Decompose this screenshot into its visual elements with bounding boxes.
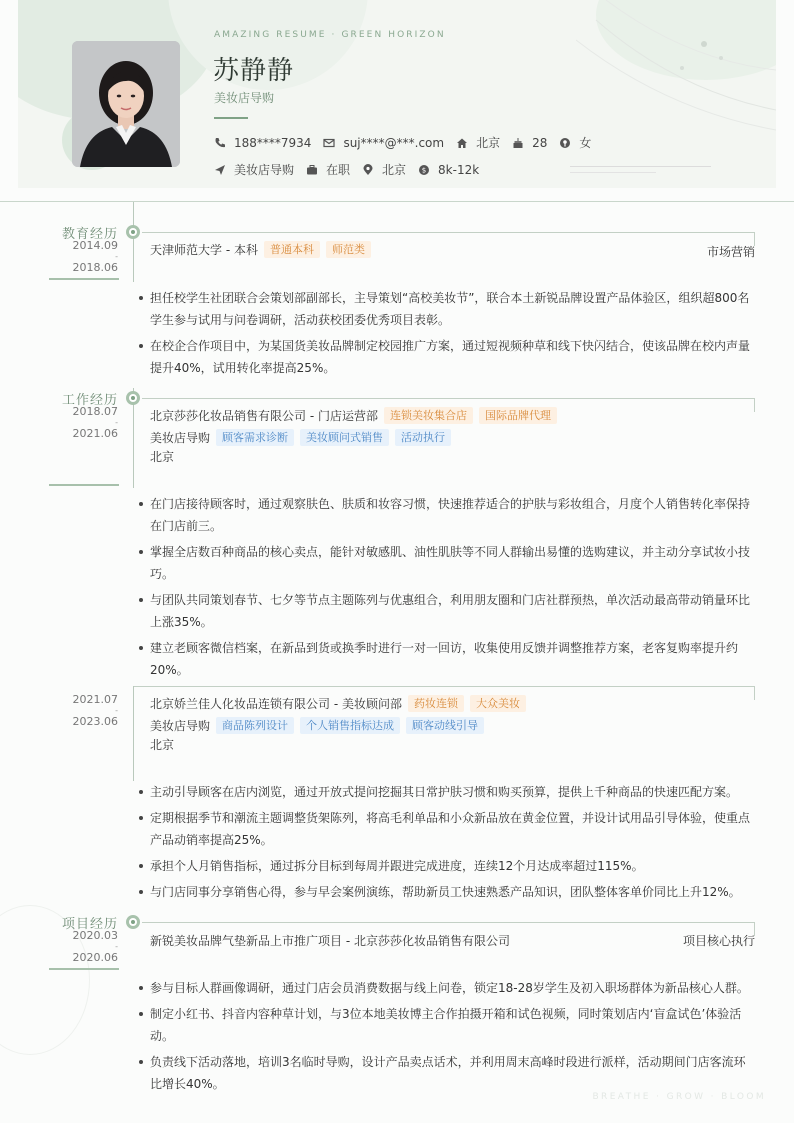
skill-tag: 顾客动线引导 <box>406 717 484 734</box>
skill-tag: 美妆顾问式销售 <box>300 429 389 446</box>
status-text: 在职 <box>326 163 351 177</box>
list-item: 在校企合作项目中，为某国货美妆品牌制定校园推广方案，通过短视频种草和线下快闪结合，使该品牌在校内声量提升40%，试用转化率提高25%。 <box>138 335 755 379</box>
section-underline <box>49 484 119 486</box>
list-item: 建立老顾客微信档案，在新品到货或换季时进行一对一回访，收集使用反馈并调整推荐方案，老客复购率提升约20%。 <box>138 637 755 681</box>
svg-text:$: $ <box>421 166 427 175</box>
contact-row-primary <box>214 134 603 151</box>
timeline-node <box>126 915 140 929</box>
section-underline <box>49 968 119 970</box>
candidate-name: 苏静静 <box>213 56 295 86</box>
skill-tag: 顾客需求诊断 <box>216 429 294 446</box>
age-text: 28 <box>532 135 548 150</box>
date-separator: - <box>115 252 118 261</box>
mail-icon <box>323 137 335 149</box>
company-tag: 大众美妆 <box>470 695 526 712</box>
profile-photo <box>72 41 180 167</box>
header-decor-rule <box>570 172 656 173</box>
list-item: 主动引导顾客在店内浏览，通过开放式提问挖掘其日常护肤习惯和购买预算，提供上千种商品的快速匹配方案。 <box>138 781 755 803</box>
role-underline <box>214 117 248 119</box>
job1-position: 美妆店导购 <box>150 431 211 445</box>
contact-status <box>306 161 350 178</box>
date-start: 2018.07 <box>72 405 118 418</box>
target-city-text: 北京 <box>382 163 407 177</box>
job1-company-line <box>150 407 557 424</box>
decor-arcs <box>576 0 776 188</box>
job1-position-line <box>150 429 451 446</box>
project-name: 新锐美妆品牌气垫新品上市推广项目 - 北京莎莎化妆品销售有限公司 <box>150 934 510 948</box>
list-item: 定期根据季节和潮流主题调整货架陈列，将高毛利单品和小众新品放在黄金位置，并设计试用品引导体验，使重点产品动销率提高25%。 <box>138 807 755 851</box>
date-end: 2018.06 <box>72 261 118 274</box>
job2-position: 美妆店导购 <box>150 719 211 733</box>
salary-icon <box>418 164 430 176</box>
contact-age <box>512 136 547 150</box>
job2-company: 北京娇兰佳人化妆品连锁有限公司 - 美妆顾问部 <box>150 697 402 711</box>
skill-tag: 活动执行 <box>395 429 451 446</box>
skill-tag: 商品陈列设计 <box>216 717 294 734</box>
gender-text: 女 <box>579 136 592 150</box>
list-item: 担任校学生社团联合会策划部副部长，主导策划“高校美妆节”，联合本土新锐品牌设置产品体验区，组织超800名学生参与试用与问卷调研，活动获校团委优秀项目表彰。 <box>138 287 755 331</box>
location-pin-icon <box>362 164 374 176</box>
rule-corner <box>754 398 755 412</box>
section-rule <box>142 922 755 923</box>
contact-target-role <box>214 161 294 178</box>
list-item: 与团队共同策划春节、七夕等节点主题陈列与优惠组合，利用朋友圈和门店社群预热，单次活动最高带动销量环比上涨35%。 <box>138 589 755 633</box>
list-item: 在门店接待顾客时，通过观察肤色、肤质和妆容习惯，快速推荐适合的护肤与彩妆组合，月度个人销售转化率保持在门店前三。 <box>138 493 755 537</box>
job2-position-line <box>150 717 484 734</box>
hometown-text: 北京 <box>476 136 501 150</box>
company-tag: 药妆连锁 <box>408 695 464 712</box>
section-rule <box>142 398 755 399</box>
list-item: 负责线下活动落地，培训3名临时导购，设计产品卖点话术，并利用周末高峰时段进行派样，活动期间门店客流环比增长40%。 <box>138 1051 755 1095</box>
timeline-line <box>133 202 134 282</box>
section-rule <box>142 232 755 233</box>
date-separator: - <box>115 942 118 951</box>
phone-text: 188****7934 <box>234 135 312 150</box>
project-role: 项目核心执行 <box>682 934 755 948</box>
job1-city: 北京 <box>150 450 175 464</box>
skill-tag: 个人销售指标达成 <box>300 717 400 734</box>
project-dates <box>60 930 118 963</box>
date-end: 2023.06 <box>72 715 118 728</box>
education-bullets <box>138 287 755 383</box>
timeline-node <box>126 391 140 405</box>
candidate-role: 美妆店导购 <box>214 91 275 105</box>
list-item: 参与目标人群画像调研，通过门店会员消费数据与线上问卷，锁定18-28岁学生及初入职场群体为新品核心人群。 <box>138 977 755 999</box>
contact-row-secondary <box>214 161 491 178</box>
job2-company-line <box>150 695 526 712</box>
company-tag: 连锁美妆集合店 <box>384 407 473 424</box>
footer-tagline: BREATHE · GROW · BLOOM <box>592 1092 766 1102</box>
job1-bullets <box>138 493 755 685</box>
target-role-text: 美妆店导购 <box>234 163 295 177</box>
section-underline <box>49 278 119 280</box>
project-bullets <box>138 977 755 1099</box>
send-icon <box>214 164 226 176</box>
date-start: 2021.07 <box>72 693 118 706</box>
date-separator: - <box>115 418 118 427</box>
job1-dates <box>60 406 118 439</box>
timeline-line <box>133 686 134 781</box>
company-tag: 国际品牌代理 <box>479 407 557 424</box>
gender-icon <box>559 137 571 149</box>
job2-city: 北京 <box>150 738 175 752</box>
salary-text: 8k-12k <box>438 162 480 177</box>
list-item: 制定小红书、抖音内容种草计划，与3位本地美妆博主合作拍摄开箱和试色视频，同时策划店内‘盲盒试色’体验活动。 <box>138 1003 755 1047</box>
contact-home <box>456 134 500 151</box>
date-end: 2020.06 <box>72 951 118 964</box>
contact-salary <box>418 163 479 177</box>
section-title-education: 教育经历 <box>61 227 118 242</box>
timeline-node <box>126 225 140 239</box>
list-item: 掌握全店数百种商品的核心卖点，能针对敏感肌、油性肌肤等不同人群输出易懂的选购建议，并主动分享试妆小技巧。 <box>138 541 755 585</box>
list-item: 承担个人月销售指标，通过拆分目标到每周并跟进完成进度，连续12个月达成率超过115%。 <box>138 855 755 877</box>
contact-gender <box>559 134 591 151</box>
section-title-project: 项目经历 <box>61 917 118 932</box>
contact-phone <box>214 136 311 150</box>
header-tagline: AMAZING RESUME · GREEN HORIZON <box>214 30 446 40</box>
job2-bullets <box>138 781 755 907</box>
education-entry-head <box>150 241 371 258</box>
section-title-work: 工作经历 <box>61 393 118 408</box>
home-icon <box>456 137 468 149</box>
date-end: 2021.06 <box>72 427 118 440</box>
email-text: suj****@***.com <box>343 135 445 150</box>
date-start: 2014.09 <box>72 239 118 252</box>
phone-icon <box>214 137 226 149</box>
education-dates <box>60 240 118 273</box>
education-major: 市场营销 <box>706 245 755 259</box>
section-rule <box>134 686 755 687</box>
list-item: 与门店同事分享销售心得，参与早会案例演练，帮助新员工快速熟悉产品知识，团队整体客单价同比上升12%。 <box>138 881 755 903</box>
rule-corner <box>754 686 755 700</box>
contact-target-city <box>362 161 406 178</box>
education-tag: 师范类 <box>326 241 371 258</box>
date-separator: - <box>115 706 118 715</box>
header-decor-rule <box>570 166 711 167</box>
job2-dates <box>60 694 118 727</box>
header-divider <box>0 201 794 202</box>
job1-company: 北京莎莎化妆品销售有限公司 - 门店运营部 <box>150 409 378 423</box>
school-name: 天津师范大学 - 本科 <box>150 243 258 257</box>
date-start: 2020.03 <box>72 929 118 942</box>
project-head <box>150 932 510 949</box>
cake-icon <box>512 137 524 149</box>
briefcase-icon <box>306 164 318 176</box>
contact-email <box>323 136 444 150</box>
education-tag: 普通本科 <box>264 241 320 258</box>
